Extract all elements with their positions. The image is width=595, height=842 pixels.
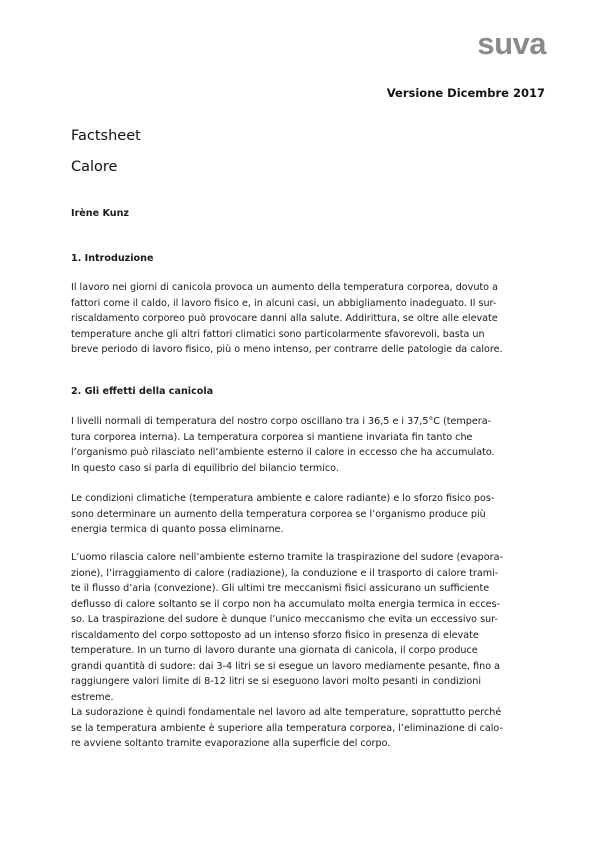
- paragraph: L’uomo rilascia calore nell’ambiente esterno tramite la traspirazione del sudore (evapora- zione), l’irraggiamento di calore (radiazione), la conduzione e il trasporto di calore trami- te il flusso d’aria (convezione). Gli ultimi tre meccanismi fisici assicurano un sufficiente deflusso di calore soltanto se il corpo non ha accumulato molta energia termica in ecces- so. La traspirazione del sudore è dunque l’unico meccanismo che evita un eccessivo sur- riscaldamento del corpo sottoposto ad un intenso sforzo fisico in presenza di elevate temperature. In un turno di lavoro durante una giornata di canicola, il corpo produce grandi quantità di sudore: dai 3-4 litri se si esegue un lavoro mediamente pesante, fino a raggiungere valori limite di 8-12 litri se si eseguono lavori molto pesanti in condizioni estreme. La sudorazione è quindi fondamentale nel lavoro ad alte temperature, soprattutto perché se la temperatura ambiente è superiore alla temperatura corporea, l’eliminazione di calo- re avviene soltanto tramite evaporazione alla superficie del corpo.: [71, 552, 503, 749]
- version-date: Versione Dicembre 2017: [386, 86, 545, 100]
- paragraph: Il lavoro nei giorni di canicola provoca un aumento della temperatura corporea, dovuto a fattori come il caldo, il lavoro fisico e, in alcuni casi, un abbigliamento inadeguato. Il sur- riscaldamento corporeo può provocare danni alla salute. Addirittura, se oltre alle elevate temperature anche gli altri fattori climatici sono particolarmente sfavorevoli, basta un breve periodo di lavoro fisico, più o meno intenso, per contrarre delle patologie da calore.: [71, 282, 503, 355]
- document-subtitle: Calore: [71, 159, 118, 175]
- paragraph: I livelli normali di temperatura del nostro corpo oscillano tra i 36,5 e i 37,5°C (tempera- tura corporea interna). La temperatura corporea si mantiene invariata fin tanto che l’organismo può rilasciato nell’ambiente esterno il calore in eccesso che ha accumulato. In questo caso si parla di equilibrio del bilancio termico.: [71, 416, 495, 474]
- section-heading-introduzione: 1. Introduzione: [71, 253, 154, 264]
- document-title: Factsheet: [71, 128, 141, 144]
- section-heading-effetti-canicola: 2. Gli effetti della canicola: [71, 386, 214, 397]
- author-name: Irène Kunz: [71, 208, 129, 219]
- paragraph: Le condizioni climatiche (temperatura ambiente e calore radiante) e lo sforzo fisico pos- sono determinare un aumento della temperatura corporea se l’organismo produce più energia termica di quanto possa eliminarne.: [71, 493, 495, 535]
- suva-logo: suva: [477, 26, 546, 61]
